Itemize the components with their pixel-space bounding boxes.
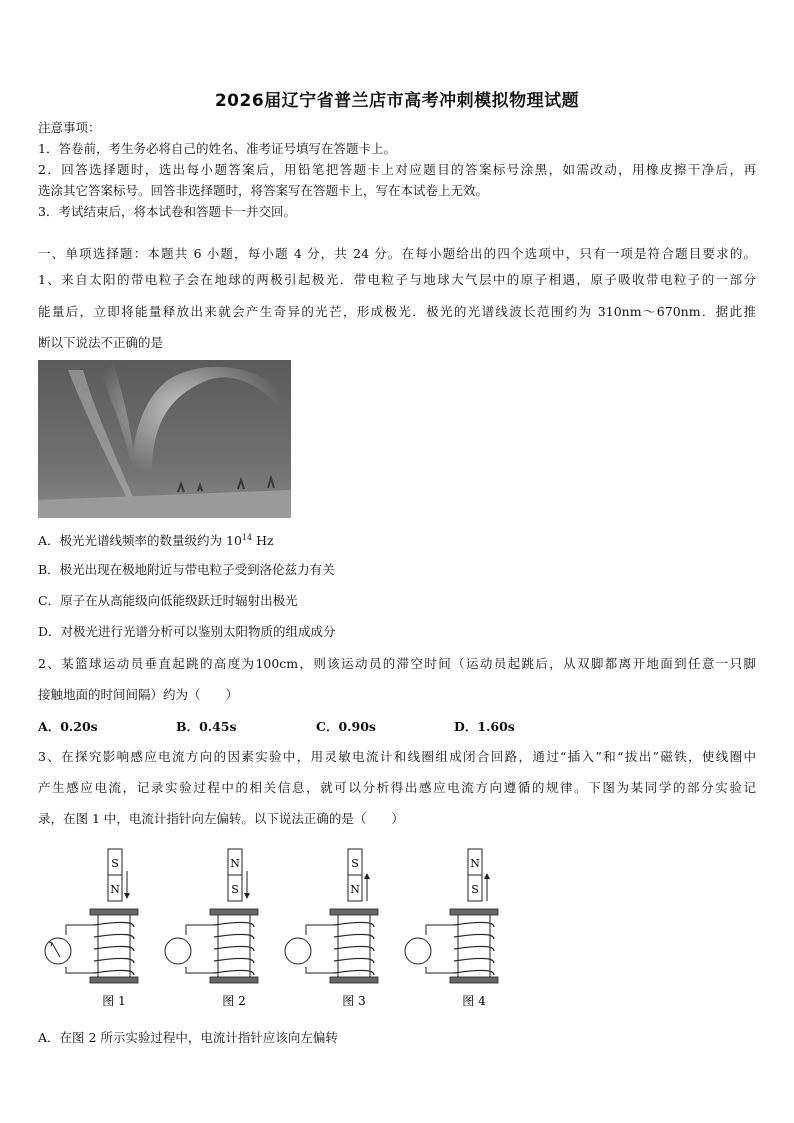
question-1-text: 1、来自太阳的带电粒子会在地球的两极引起极光．带电粒子与地球大气层中的原子相遇，原子吸收带电粒子的一部分 <box>38 272 756 287</box>
question-3-text: 录，在图 1 中，电流计指针向左偏转。以下说法正确的是（ ） <box>38 811 404 826</box>
question-1-option-d: D．对极光进行光谱分析可以鉴别太阳物质的组成成分 <box>38 624 336 639</box>
figure-label: 图 4 <box>462 994 486 1008</box>
magnet-top-pole: N <box>230 857 240 870</box>
aurora-image <box>38 360 291 518</box>
question-2-option: B．0.45s <box>176 719 237 734</box>
option-a-exponent: 14 <box>241 533 253 542</box>
question-2-option: A．0.20s <box>38 719 98 734</box>
question-1-text: 能量后，立即将能量释放出来就会产生奇异的光芒，形成极光．极光的光谱线波长范围约为 310nm～670nm．据此推 <box>38 304 756 319</box>
question-2-text: 接触地面的时间间隔）约为（ ） <box>38 687 239 702</box>
option-a-text: A．极光光谱线频率的数量级约为 10 <box>38 533 242 549</box>
magnet-bottom-pole: S <box>231 883 239 896</box>
figure-label: 图 2 <box>222 994 246 1008</box>
magnet-top-pole: N <box>470 857 480 870</box>
question-1-option-c: C．原子在从高能级向低能级跃迁时辐射出极光 <box>38 593 298 608</box>
question-1-option-b: B．极光出现在极地附近与带电粒子受到洛伦兹力有关 <box>38 562 335 577</box>
question-3-option-a: A．在图 2 所示实验过程中，电流计指针应该向左偏转 <box>38 1030 338 1045</box>
down-arrow-icon <box>244 893 250 899</box>
note-item: 2．回答选择题时，选出每小题答案后，用铅笔把答题卡上对应题目的答案标号涂黑，如需改动，用橡皮擦干净后，再 <box>38 162 756 177</box>
option-a-unit: Hz <box>252 533 274 549</box>
figure-label: 图 3 <box>342 994 366 1008</box>
question-2-options <box>38 717 515 735</box>
galvanometer-icon <box>285 938 311 964</box>
galvanometer-icon <box>405 938 431 964</box>
induction-figures <box>38 845 518 1015</box>
magnet-top-pole: S <box>111 857 119 870</box>
figure-label: 图 1 <box>102 994 126 1008</box>
question-2-option: D．1.60s <box>454 719 515 734</box>
question-3-text: 3、在探究影响感应电流方向的因素实验中，用灵敏电流计和线圈组成闭合回路，通过“插入”和“拔出”磁铁，使线圈中 <box>38 749 756 764</box>
figure-3 <box>285 849 378 1008</box>
question-1-text: 断以下说法不正确的是 <box>38 335 164 350</box>
galvanometer-icon <box>165 938 191 964</box>
magnet-bottom-pole: N <box>110 883 120 896</box>
page-title: 2026届辽宁省普兰店市高考冲刺模拟物理试题 <box>214 91 580 111</box>
question-1-option-a <box>38 529 274 550</box>
up-arrow-icon <box>364 873 370 879</box>
figure-1 <box>45 849 138 1008</box>
question-3-text: 产生感应电流，记录实验过程中的相关信息，就可以分析得出感应电流方向遵循的规律。下图为某同学的部分实验记 <box>38 780 756 795</box>
induction-diagram <box>38 845 518 1015</box>
magnet-top-pole: S <box>351 857 359 870</box>
figure-2 <box>165 849 258 1008</box>
note-item: 选涂其它答案标号。回答非选择题时，将答案写在答题卡上，写在本试卷上无效。 <box>38 183 489 198</box>
galvanometer-icon <box>45 938 71 964</box>
magnet-bottom-pole: S <box>471 883 479 896</box>
aurora-photo <box>38 360 291 518</box>
note-item: 3．考试结束后，将本试卷和答题卡一并交回。 <box>38 204 296 219</box>
figure-4 <box>405 849 498 1008</box>
down-arrow-icon <box>124 893 130 899</box>
question-2-option: C．0.90s <box>316 719 376 734</box>
up-arrow-icon <box>484 873 490 879</box>
magnet-bottom-pole: N <box>350 883 360 896</box>
question-2-text: 2、某篮球运动员垂直起跳的高度为100cm，则该运动员的滞空时间（运动员起跳后，从双脚都离开地面到任意一只脚 <box>38 656 756 671</box>
notes-heading: 注意事项： <box>38 120 101 135</box>
section-heading: 一、单项选择题：本题共 6 小题，每小题 4 分，共 24 分。在每小题给出的四个选项中，只有一项是符合题目要求的。 <box>38 246 756 261</box>
note-item: 1．答卷前，考生务必将自己的姓名、准考证号填写在答题卡上。 <box>38 141 396 156</box>
